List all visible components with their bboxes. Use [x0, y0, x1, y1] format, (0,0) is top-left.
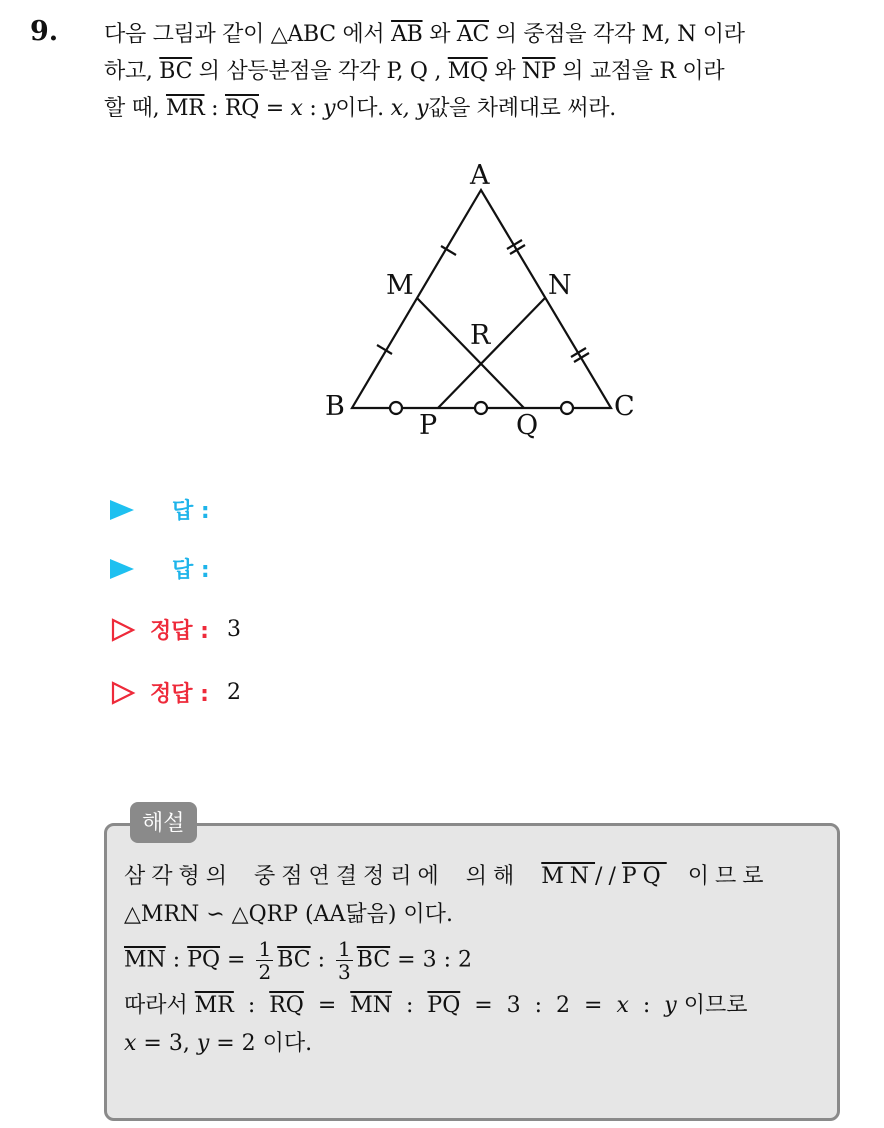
- play-arrow-icon: [110, 559, 134, 579]
- correct-answer-value: 2: [226, 680, 241, 705]
- label-b: B: [325, 391, 345, 422]
- fraction-one-half: $\frac{1}{2}$: [258, 937, 272, 984]
- question-number: 9.: [30, 16, 59, 47]
- label-r: R: [470, 320, 491, 351]
- segment-mq: [417, 298, 524, 408]
- question-text: [104, 16, 864, 127]
- label-c: C: [614, 391, 635, 422]
- circle-mark-pq: [475, 402, 487, 414]
- triangle-figure: [300, 150, 660, 450]
- solution-line-4: 따라서 $\overline{MR}$ : $\overline{RQ} = \overline{MN}$ : $\overline{PQ} = 3$ : 2 = x : y 이므로: [124, 993, 748, 1018]
- circle-mark-bp: [390, 402, 402, 414]
- correct-answer-label: 정답 :: [150, 619, 209, 644]
- solution-line-3: $\overline{MN}$ : $\overline{PQ}$ = $\frac{1}{2}$ $\overline{BC}$ : $\frac{1}{3}$ $\overline{BC} = 3$ : 2: [124, 937, 472, 984]
- label-p: P: [419, 410, 438, 441]
- label-q: Q: [516, 410, 539, 441]
- solution-line-2: △MRN ∽ △QRP (AA닮음) 이다.: [124, 902, 453, 927]
- answer-label: 답 :: [172, 558, 210, 583]
- segment-np: [438, 298, 545, 408]
- correct-answer-row-2: [110, 677, 241, 708]
- correct-answer-value: 3: [226, 617, 241, 642]
- fraction-one-third: $\frac{1}{3}$: [338, 937, 351, 984]
- label-n: N: [548, 270, 572, 301]
- outline-triangle-icon: [110, 680, 136, 706]
- label-m: M: [386, 270, 414, 301]
- solution-tag: 해설: [130, 802, 197, 843]
- solution-text: [124, 858, 829, 1063]
- solution-line-1: 삼각형의 중점연결정리에 의해 $\overline{MN}//\overline{PQ}$ 이므로: [124, 864, 770, 889]
- correct-answer-row-1: [110, 614, 241, 645]
- answer-row-1: [110, 494, 210, 525]
- question-line-3: 할 때, $\overline{MR}$ : $\overline{RQ} = x$ : y이다. x, y값을 차례대로 써라.: [104, 96, 616, 121]
- answer-row-2: [110, 553, 210, 584]
- solution-line-5: x = 3, y = 2 이다.: [124, 1031, 313, 1056]
- question-line-2: 하고, $\overline{BC}$ 의 삼등분점을 각각 P, Q , $\overline{MQ}$ 와 $\overline{NP}$ 의 교점을 R 이라: [104, 59, 725, 84]
- answer-label: 답 :: [172, 499, 210, 524]
- label-a: A: [470, 160, 490, 191]
- outline-triangle-icon: [110, 617, 136, 643]
- question-line-1: 다음 그림과 같이 △ABC 에서 $\overline{AB}$ 와 $\overline{AC}$ 의 중점을 각각 M, N 이라: [104, 22, 745, 47]
- play-arrow-icon: [110, 500, 134, 520]
- correct-answer-label: 정답 :: [150, 682, 209, 707]
- circle-mark-qc: [561, 402, 573, 414]
